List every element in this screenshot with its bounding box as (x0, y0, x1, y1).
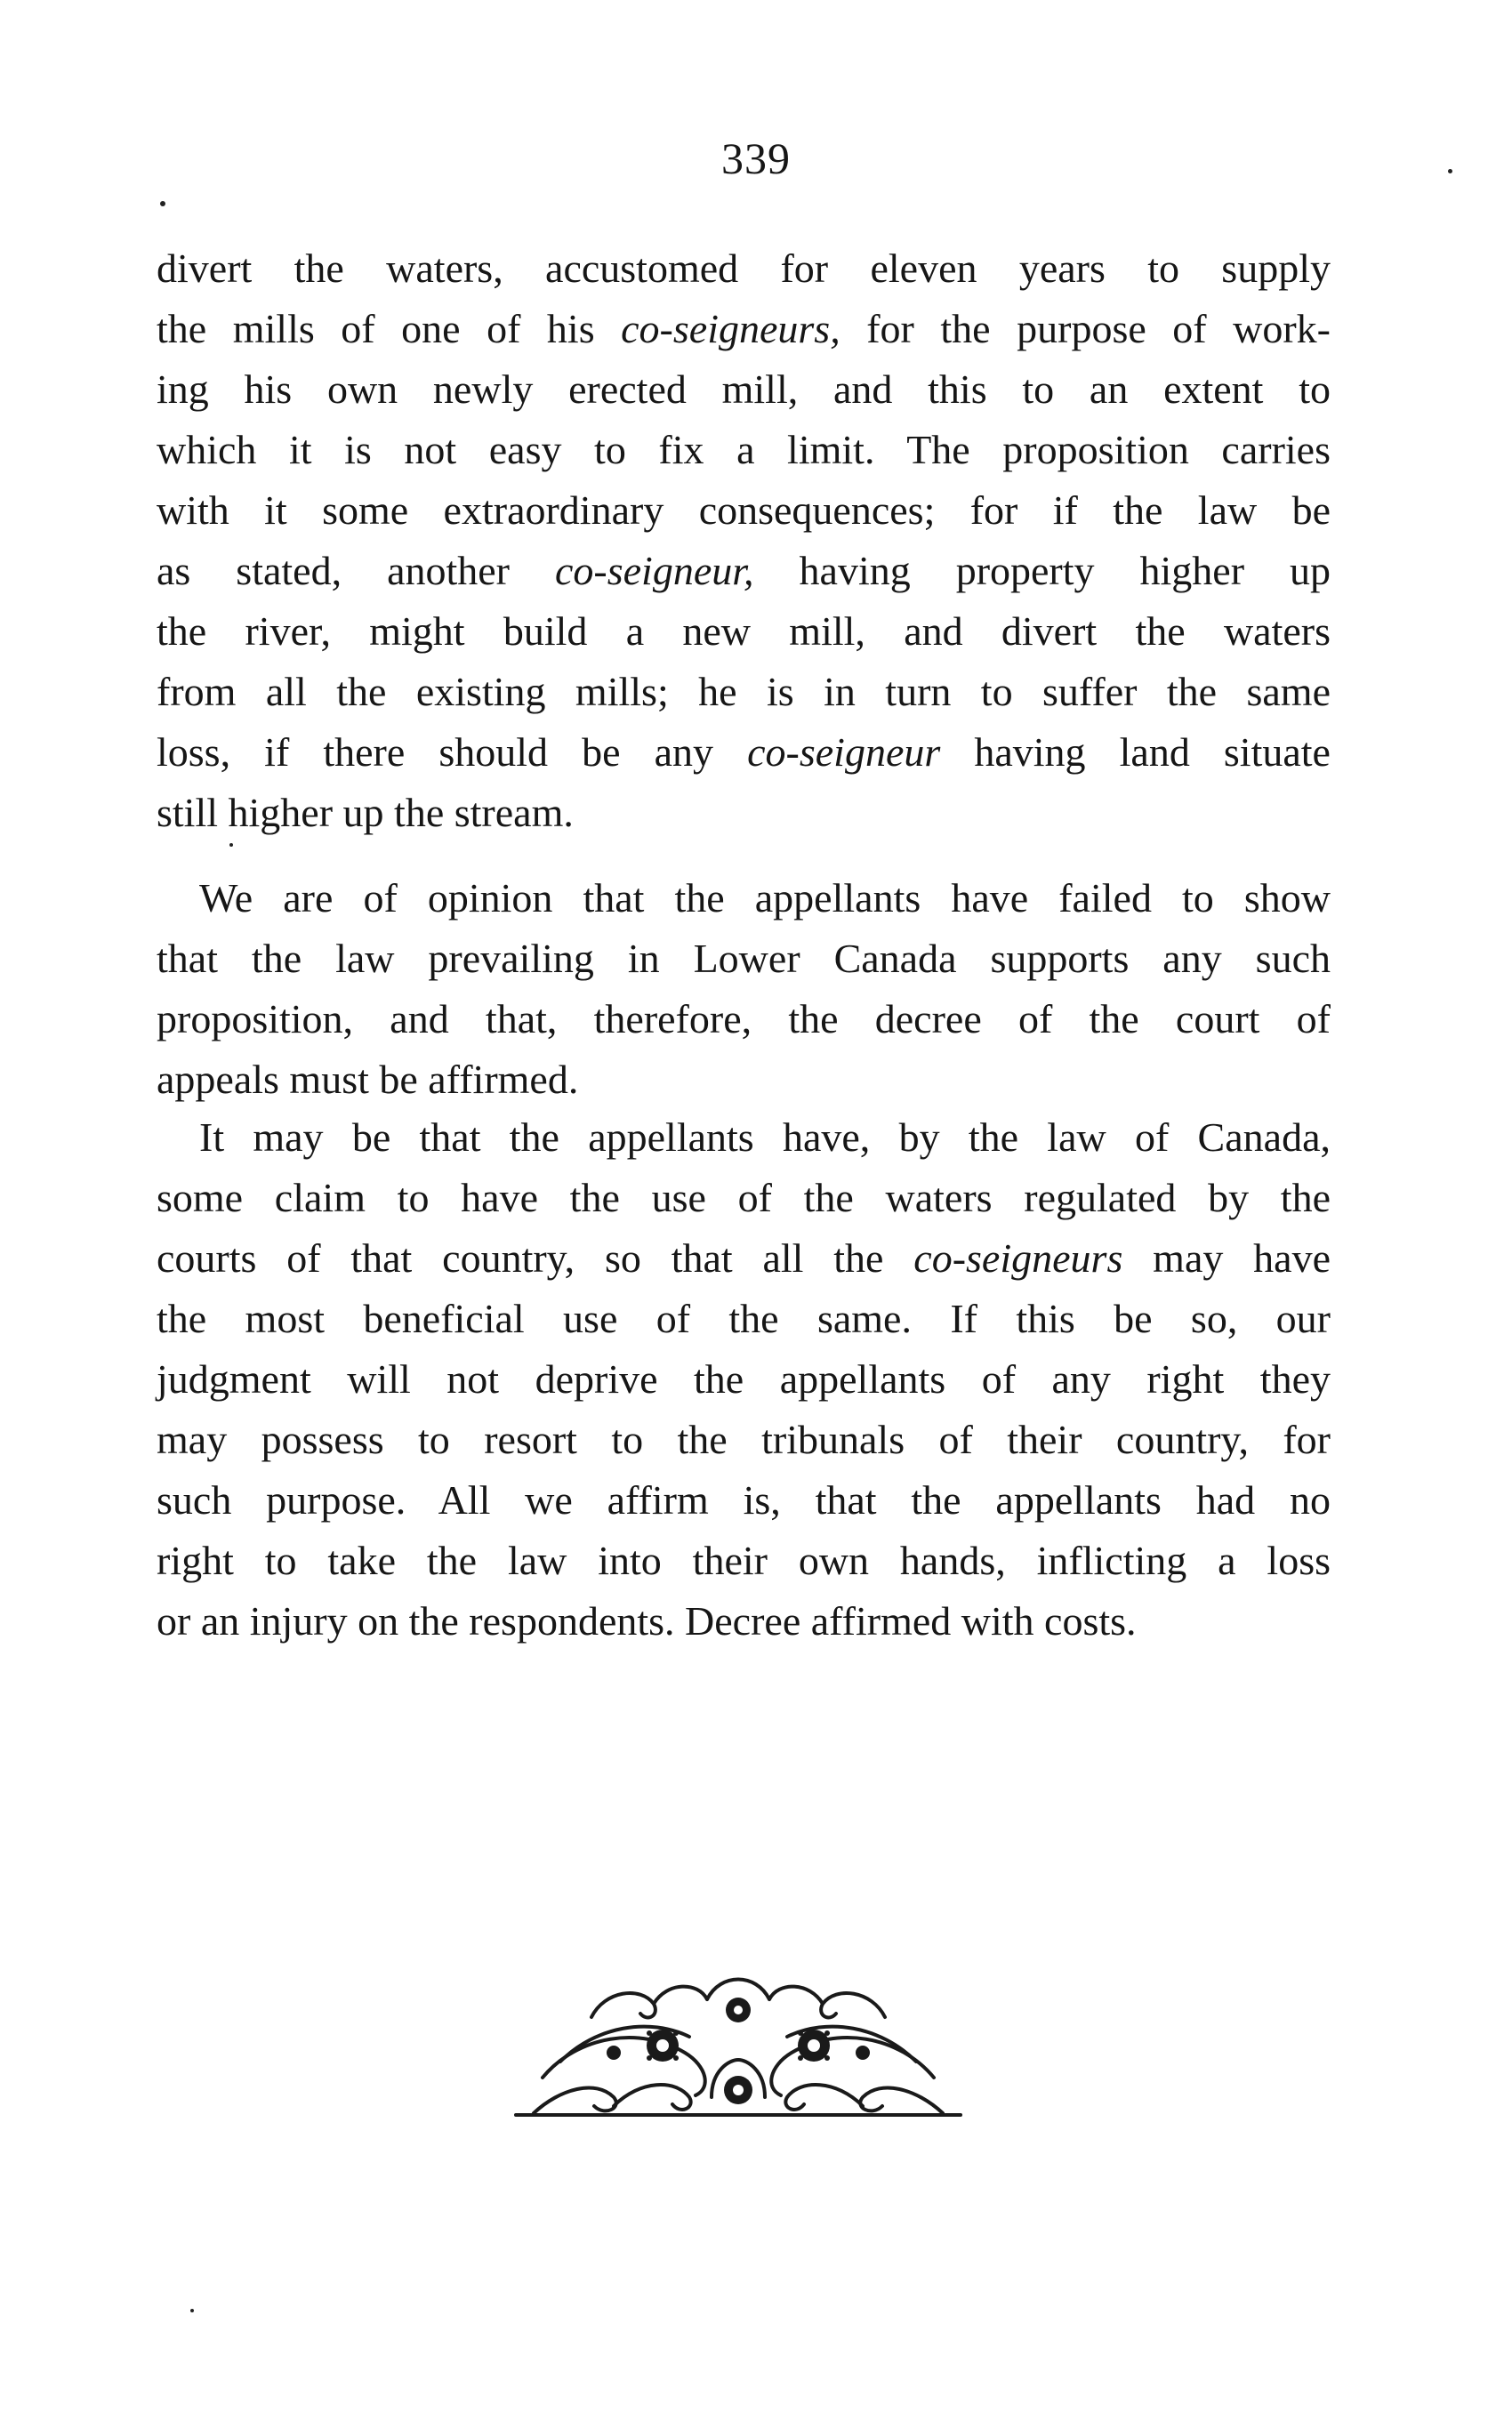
text-line (157, 868, 1331, 929)
text-run: courts of that country, so that all the (157, 1235, 914, 1281)
text-run: ing his own newly erected mill, and this to an extent to (157, 366, 1331, 412)
text-line (157, 722, 1331, 783)
floral-tailpiece-icon (507, 1964, 969, 2124)
text-line (157, 601, 1331, 662)
text-run: with it some extraordinary consequences; for if the law be (157, 487, 1331, 533)
text-run: proposition, and that, therefore, the decree of the court of (157, 996, 1331, 1041)
text-line (157, 541, 1331, 601)
italic-term: co-seigneur (747, 729, 941, 775)
text-line (157, 1289, 1331, 1349)
text-run: for the purpose of work- (840, 306, 1331, 351)
text-line (157, 1470, 1331, 1531)
text-run: the mills of one of his (157, 306, 622, 351)
text-line (157, 1107, 1331, 1168)
text-run: such purpose. All we affirm is, that the appellants had no (157, 1477, 1331, 1523)
text-line (157, 929, 1331, 989)
text-line (157, 359, 1331, 420)
text-run: having property higher up (753, 548, 1331, 593)
text-run: still higher up the stream. (157, 790, 574, 835)
text-run: It may be that the appellants have, by the law of Canada, (199, 1114, 1331, 1160)
text-run: judgment will not deprive the appellants of any right they (157, 1356, 1331, 1402)
text-run: that the law prevailing in Lower Canada supports any such (157, 936, 1331, 981)
text-line (157, 1049, 1331, 1110)
text-run: which it is not easy to fix a limit. The proposition carries (157, 427, 1331, 472)
text-run: from all the existing mills; he is in turn to suffer the same (157, 669, 1331, 714)
text-run: some claim to have the use of the waters regulated by the (157, 1175, 1331, 1220)
text-run: We are of opinion that the appellants have failed to show (199, 875, 1331, 921)
paragraph-1 (157, 238, 1331, 843)
speck-mark (229, 843, 233, 847)
text-line (157, 480, 1331, 541)
speck-mark (160, 201, 165, 206)
paragraph-3 (157, 1107, 1331, 1652)
paragraph-2 (157, 868, 1331, 1110)
text-line (157, 238, 1331, 299)
speck-mark (190, 2309, 194, 2312)
text-line (157, 989, 1331, 1049)
text-line (157, 420, 1331, 480)
italic-term: co-seigneurs (913, 1235, 1123, 1281)
italic-term: co-seigneur, (554, 548, 754, 593)
text-run: the most beneficial use of the same. If this be so, our (157, 1296, 1331, 1341)
page-number: 339 (721, 133, 791, 183)
text-run: loss, if there should be any (157, 729, 748, 775)
text-line (157, 783, 1331, 843)
text-line (157, 1349, 1331, 1410)
italic-term: co-seigneurs, (621, 306, 840, 351)
text-line (157, 1168, 1331, 1228)
text-run: may possess to resort to the tribunals of their country, for (157, 1417, 1331, 1462)
text-run: or an injury on the respondents. Decree affirmed with costs. (157, 1598, 1137, 1644)
speck-mark (1448, 169, 1452, 173)
text-line (157, 1228, 1331, 1289)
text-run: right to take the law into their own hands, inflicting a loss (157, 1538, 1331, 1583)
text-line (157, 662, 1331, 722)
text-run: having land situate (940, 729, 1331, 775)
text-run: divert the waters, accustomed for eleven years to supply (157, 245, 1331, 291)
text-line (157, 1531, 1331, 1591)
text-line (157, 1591, 1331, 1652)
text-run: as stated, another (157, 548, 555, 593)
text-run: may have (1122, 1235, 1331, 1281)
text-line (157, 1410, 1331, 1470)
text-line (157, 299, 1331, 359)
text-run: appeals must be affirmed. (157, 1057, 579, 1102)
text-run: the river, might build a new mill, and divert the waters (157, 608, 1331, 654)
